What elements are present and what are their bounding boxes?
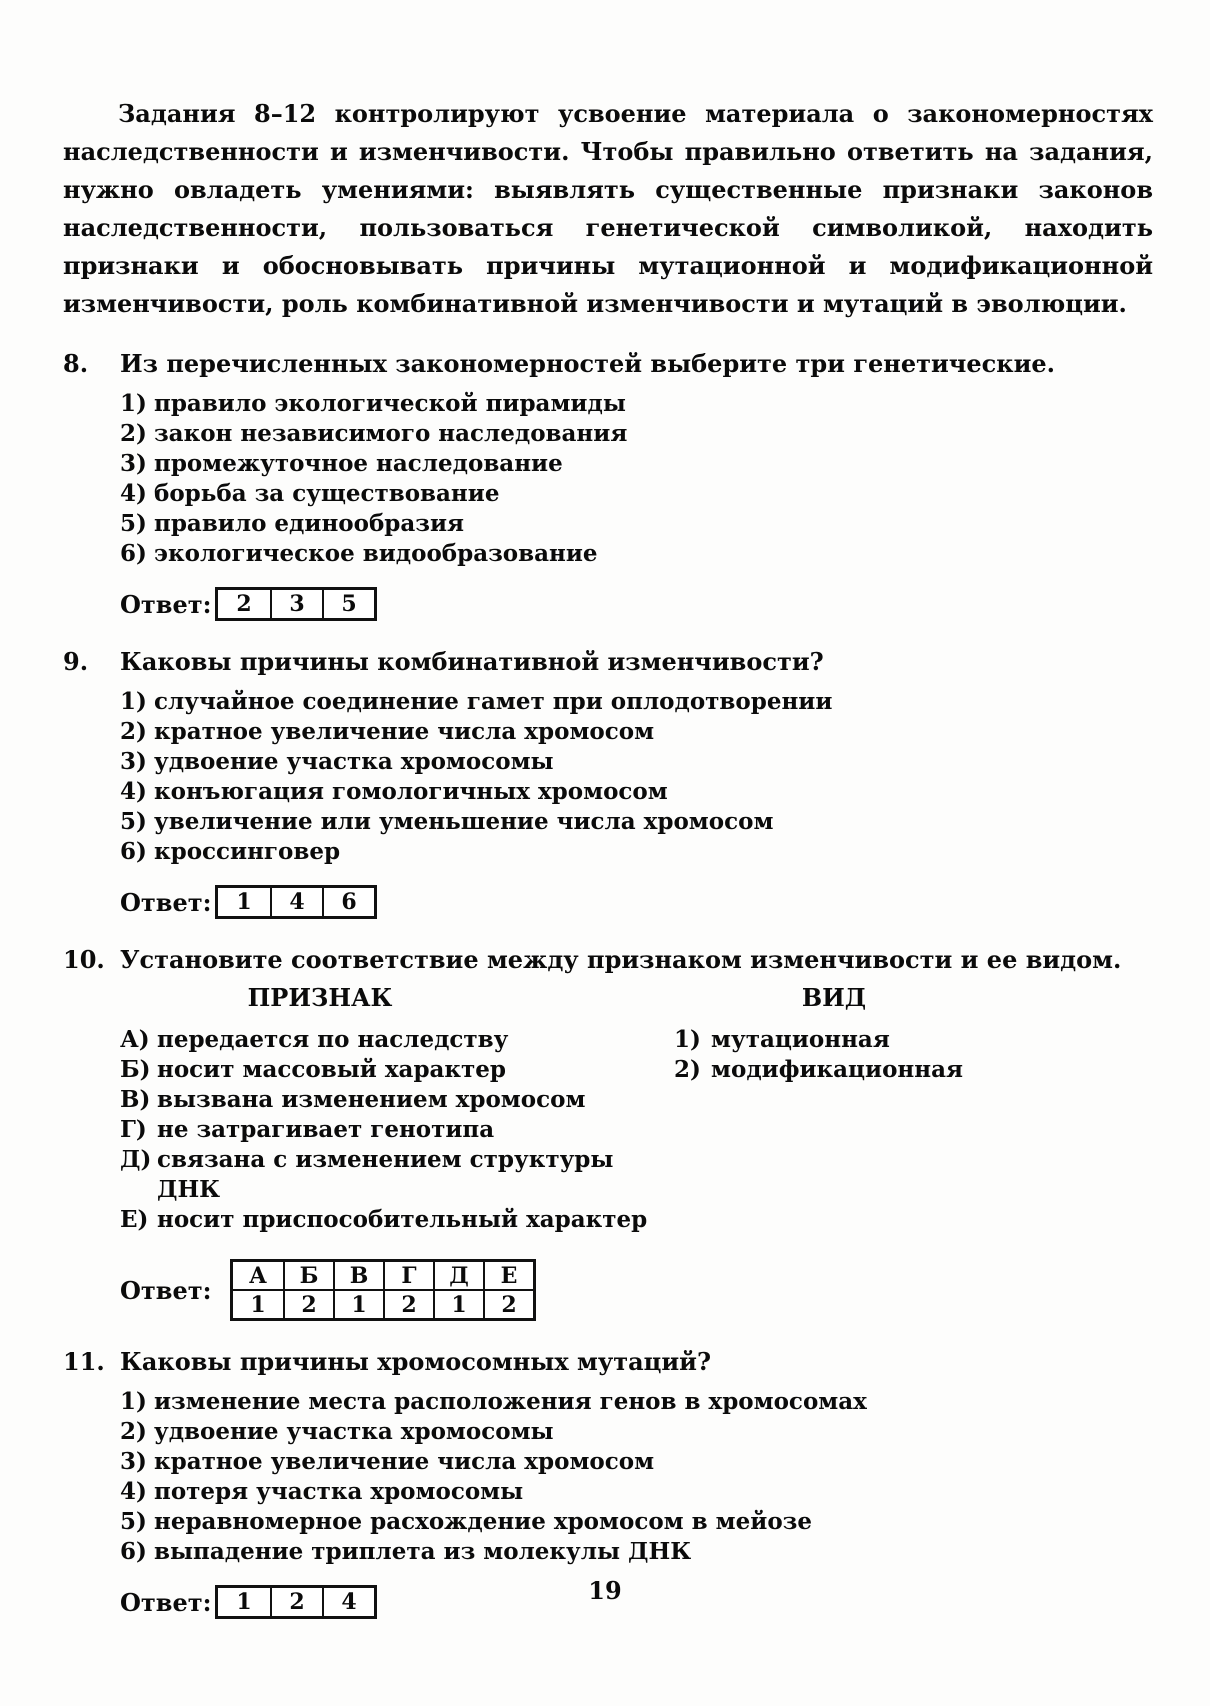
match-text: связана с изменением структуры ДНК <box>157 1146 614 1203</box>
option-item <box>120 717 1153 747</box>
answer-cell: 3 <box>270 590 322 618</box>
question-title: Установите соответствие между признаком изменчивости и ее видом. <box>120 945 1122 974</box>
match-option <box>674 1025 1153 1055</box>
option-item <box>120 509 1153 539</box>
answer-cell: 1 <box>236 889 252 915</box>
answer-cell: 4 <box>270 888 322 916</box>
match-text: передается по наследству <box>157 1026 509 1053</box>
option-text: закон независимого наследования <box>154 420 628 447</box>
matching-left-column <box>120 983 674 1235</box>
match-letter: Д) <box>120 1146 152 1173</box>
match-option-number: 2) <box>674 1056 701 1083</box>
match-letter: Е) <box>120 1206 149 1233</box>
option-number: 3) <box>120 450 147 477</box>
answer-cell: 5 <box>322 590 374 618</box>
options-list <box>120 389 1153 569</box>
option-number: 3) <box>120 748 147 775</box>
answer-boxes <box>215 885 377 919</box>
question-number: 11. <box>63 1347 105 1376</box>
option-item <box>120 1417 1153 1447</box>
page-content <box>63 95 1153 1619</box>
answer-table-value-cell: 2 <box>383 1291 433 1318</box>
match-option-text: модификационная <box>711 1056 963 1083</box>
option-text: неравномерное расхождение хромосом в мейозе <box>154 1508 812 1535</box>
question-head <box>63 945 1153 975</box>
option-text: случайное соединение гамет при оплодотворении <box>154 688 833 715</box>
option-text: кроссинговер <box>154 838 341 865</box>
question-body <box>120 687 1153 919</box>
answer-cell: 4 <box>322 1588 374 1616</box>
match-item <box>120 1115 674 1145</box>
answer-table-value-cell: 1 <box>433 1291 483 1318</box>
option-number: 6) <box>120 1538 147 1565</box>
question-title: Каковы причины хромосомных мутаций? <box>120 1347 712 1376</box>
answer-table-header-cell: В <box>333 1262 383 1289</box>
question-number: 10. <box>63 945 105 974</box>
option-item <box>120 1387 1153 1417</box>
question-9 <box>63 647 1153 919</box>
options-list <box>120 687 1153 867</box>
option-item <box>120 807 1153 837</box>
option-number: 4) <box>120 778 147 805</box>
option-item <box>120 449 1153 479</box>
match-text: носит массовый характер <box>157 1056 507 1083</box>
option-number: 2) <box>120 1418 147 1445</box>
option-item <box>120 389 1153 419</box>
matching-right-column <box>674 983 1153 1235</box>
question-title: Каковы причины комбинативной изменчивости? <box>120 647 824 676</box>
option-item <box>120 539 1153 569</box>
option-number: 4) <box>120 1478 147 1505</box>
answer-row <box>120 1259 1153 1321</box>
match-item <box>120 1055 674 1085</box>
option-text: промежуточное наследование <box>154 450 563 477</box>
option-number: 5) <box>120 1508 147 1535</box>
option-item <box>120 1537 1153 1567</box>
answer-cell: 2 <box>236 591 252 617</box>
match-item <box>120 1085 674 1115</box>
option-text: правило экологической пирамиды <box>154 390 626 417</box>
answer-cell: 1 <box>236 1589 252 1615</box>
right-column-header: ВИД <box>801 983 867 1012</box>
option-item <box>120 747 1153 777</box>
option-item <box>120 687 1153 717</box>
question-8 <box>63 349 1153 621</box>
answer-table-header-row <box>233 1262 533 1289</box>
option-number: 1) <box>120 390 147 417</box>
answer-label: Ответ: <box>120 1275 212 1305</box>
answer-cell: 6 <box>322 888 374 916</box>
answer-table-value-cell: 2 <box>283 1291 333 1318</box>
option-text: кратное увеличение числа хромосом <box>154 718 655 745</box>
question-body <box>120 389 1153 621</box>
answer-row <box>120 587 1153 621</box>
option-number: 4) <box>120 480 147 507</box>
option-number: 1) <box>120 688 147 715</box>
option-number: 3) <box>120 1448 147 1475</box>
option-item <box>120 1477 1153 1507</box>
question-title: Из перечисленных закономерностей выберите три генетические. <box>120 349 1056 378</box>
answer-table-header-cell: А <box>249 1262 267 1289</box>
option-number: 6) <box>120 540 147 567</box>
question-head <box>63 647 1153 677</box>
answer-table-header-cell: Г <box>383 1262 433 1289</box>
match-letter: Г) <box>120 1116 147 1143</box>
question-number: 9. <box>63 647 89 676</box>
matching-columns <box>120 983 1153 1235</box>
option-text: правило единообразия <box>154 510 465 537</box>
option-item <box>120 479 1153 509</box>
option-item <box>120 419 1153 449</box>
page-number: 19 <box>588 1576 622 1605</box>
question-10 <box>63 945 1153 1321</box>
match-text: носит приспособительный характер <box>157 1206 648 1233</box>
option-text: конъюгация гомологичных хромосом <box>154 778 668 805</box>
option-number: 1) <box>120 1388 147 1415</box>
match-option <box>674 1055 1153 1085</box>
option-text: борьба за существование <box>154 480 500 507</box>
option-text: экологическое видообразование <box>154 540 598 567</box>
option-text: изменение места расположения генов в хромосомах <box>154 1388 867 1415</box>
match-item <box>120 1205 674 1235</box>
answer-label: Ответ: <box>120 1587 212 1617</box>
answer-label: Ответ: <box>120 589 212 619</box>
match-item <box>120 1145 674 1205</box>
answer-table-header-cell: Б <box>283 1262 333 1289</box>
question-body <box>120 983 1153 1321</box>
answer-table-value-cell: 1 <box>250 1291 266 1318</box>
option-number: 2) <box>120 718 147 745</box>
match-option-number: 1) <box>674 1026 701 1053</box>
option-text: увеличение или уменьшение числа хромосом <box>154 808 774 835</box>
option-text: удвоение участка хромосомы <box>154 1418 554 1445</box>
option-item <box>120 777 1153 807</box>
question-number: 8. <box>63 349 89 378</box>
option-number: 5) <box>120 510 147 537</box>
match-letter: В) <box>120 1086 151 1113</box>
answer-table-header-cell: Д <box>433 1262 483 1289</box>
answer-table-value-cell: 1 <box>333 1291 383 1318</box>
match-option-text: мутационная <box>711 1026 890 1053</box>
left-column-header: ПРИЗНАК <box>247 983 393 1012</box>
answer-table-value-row <box>233 1289 533 1318</box>
answer-table-header-cell: Е <box>483 1262 533 1289</box>
option-number: 6) <box>120 838 147 865</box>
question-head <box>63 1347 1153 1377</box>
intro-paragraph: Задания 8–12 контролируют усвоение материала о закономерностях наследственности и изменчивости. Чтобы правильно ответить на задания, нужно овладеть умениями: выявлять существенные признаки законов наследственности, пользоваться генетической символикой, находить признаки и обосновывать причины мутационной и модификационной изменчивости, роль комбинативной изменчивости и мутаций в эволюции. <box>63 99 1153 318</box>
answer-label: Ответ: <box>120 887 212 917</box>
match-text: не затрагивает генотипа <box>157 1116 495 1143</box>
answer-cell: 2 <box>270 1588 322 1616</box>
answer-table <box>230 1259 536 1321</box>
answer-table-value-cell: 2 <box>483 1291 533 1318</box>
match-letter: Б) <box>120 1056 151 1083</box>
option-item <box>120 837 1153 867</box>
option-text: потеря участка хромосомы <box>154 1478 524 1505</box>
option-item <box>120 1447 1153 1477</box>
match-text: вызвана изменением хромосом <box>157 1086 586 1113</box>
option-text: кратное увеличение числа хромосом <box>154 1448 655 1475</box>
answer-row <box>120 885 1153 919</box>
match-letter: А) <box>120 1026 150 1053</box>
question-head <box>63 349 1153 379</box>
option-text: удвоение участка хромосомы <box>154 748 554 775</box>
option-number: 2) <box>120 420 147 447</box>
answer-boxes <box>215 587 377 621</box>
options-list <box>120 1387 1153 1567</box>
option-item <box>120 1507 1153 1537</box>
option-number: 5) <box>120 808 147 835</box>
option-text: выпадение триплета из молекулы ДНК <box>154 1538 692 1565</box>
match-item <box>120 1025 674 1055</box>
